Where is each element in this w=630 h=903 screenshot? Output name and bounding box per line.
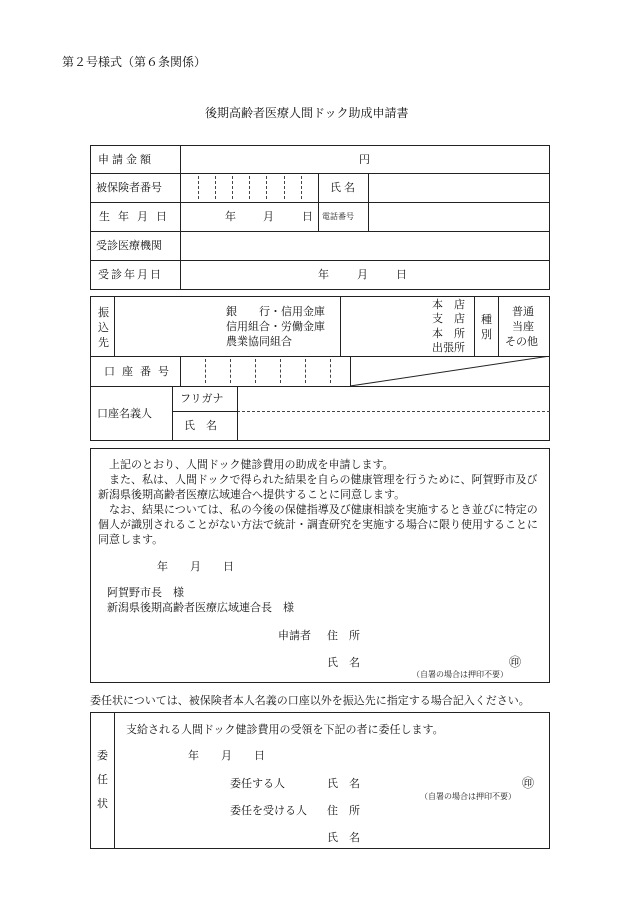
phone-label: 電話番号 [322,212,354,221]
applicant-seal-note: （自署の場合は押印不要） [412,670,508,679]
bank-type-2: 信用組合・労働金庫 [226,320,325,333]
account-type-3: その他 [505,335,538,348]
account-number-field[interactable] [181,357,349,385]
bank-type-3: 農業協同組合 [226,335,292,348]
bank-name-field[interactable] [115,297,223,355]
delegator-seal-note: （自署の場合は押印不要） [420,792,516,801]
name-field[interactable] [369,174,549,201]
branch-type-1: 本 店 [432,298,465,311]
account-type-1: 普通 [512,305,534,318]
bank-type-1: 銀 行・信用金庫 [226,305,325,318]
branch-name-field[interactable] [341,297,429,355]
delegation-side-2: 任 [97,773,108,786]
delegator-label: 委任する人 [230,777,285,790]
branch-type-4: 出張所 [432,341,465,354]
holder-name-field[interactable] [238,412,549,440]
amount-label: 申請金額 [98,153,154,166]
delegator-name-field[interactable] [370,773,510,793]
dob-year: 年 [225,210,236,223]
dob-day: 日 [302,210,313,223]
applicant-seal: ㊞ [509,655,522,669]
branch-type-2: 支 店 [432,312,465,325]
applicant-address-label: 住 所 [327,629,360,642]
name-label: 氏名 [330,181,358,194]
clinic-field[interactable] [181,232,549,259]
clinic-label: 受診医療機関 [96,239,162,252]
transfer-label-3: 先 [98,336,109,349]
furigana-field[interactable] [238,387,549,410]
applicant-name-label: 氏 名 [327,656,360,669]
consent-paragraph-3: なお、結果については、私の今後の保健指導及び健康相談を実施するとき並びに特定の個人が識別されることがない方法で統計・調査研究を実施する場合に限り使用することに同意します。 [98,503,538,546]
form-number: 第２号様式（第６条関係） [62,55,207,69]
insured-number-field[interactable] [181,174,317,201]
insured-number-label: 被保険者番号 [96,181,162,194]
account-type-2: 当座 [512,320,534,333]
delegatee-address-field[interactable] [370,800,540,820]
addressee-mayor: 阿賀野市長 様 [107,586,184,599]
visit-date-label: 受診年月日 [98,268,163,281]
holder-name-label: 氏 名 [184,419,217,432]
delegatee-address-label: 住 所 [327,804,360,817]
delegation-side-3: 状 [97,797,108,810]
delegatee-name-field[interactable] [370,826,540,846]
delegation-note: 委任状については、被保険者本人名義の口座以外を振込先に指定する場合記入ください。 [90,694,530,707]
consent-paragraph-2: また、私は、人間ドックで得られた結果を自らの健康管理を行うために、阿賀野市及び新潟県後期高齢者医療広域連合へ提供することに同意します。 [98,473,538,501]
delegation-statement: 支給される人間ドック健診費用の受領を下記の者に委任します。 [126,723,444,736]
consent-paragraph-1: 上記のとおり、人間ドック健診費用の助成を申請します。 [109,458,394,471]
transfer-label-2: 込 [98,321,109,334]
delegatee-label: 委任を受ける人 [230,804,307,817]
slash-line [350,356,550,386]
applicant-label: 申請者 [278,629,311,642]
dob-field[interactable] [181,203,317,230]
transfer-label-1: 振 [98,306,109,319]
dob-label: 生年月日 [99,210,175,223]
phone-field[interactable] [369,203,549,230]
delegator-name-label: 氏 名 [327,777,360,790]
furigana-label: フリガナ [180,392,224,405]
delegation-side-1: 委 [97,749,108,762]
kind-label-1: 種 [481,313,492,326]
addressee-union: 新潟県後期高齢者医療広域連合長 様 [107,601,294,614]
holder-label: 口座名義人 [97,407,152,420]
consent-date: 年 月 日 [157,560,234,573]
amount-unit: 円 [359,153,370,166]
applicant-name-field[interactable] [370,652,500,672]
branch-type-3: 本 所 [432,327,465,340]
delegation-date: 年 月 日 [188,749,265,762]
kind-label-2: 別 [481,328,492,341]
account-number-label: 口座番号 [104,365,176,378]
visit-day: 日 [396,268,407,281]
form-title: 後期高齢者医療人間ドック助成申請書 [205,106,409,120]
visit-month: 月 [357,268,368,281]
dob-month: 月 [263,210,274,223]
delegator-seal: ㊞ [522,776,535,790]
visit-year: 年 [318,268,329,281]
applicant-address-field[interactable] [370,625,540,645]
delegatee-name-label: 氏 名 [327,831,360,844]
